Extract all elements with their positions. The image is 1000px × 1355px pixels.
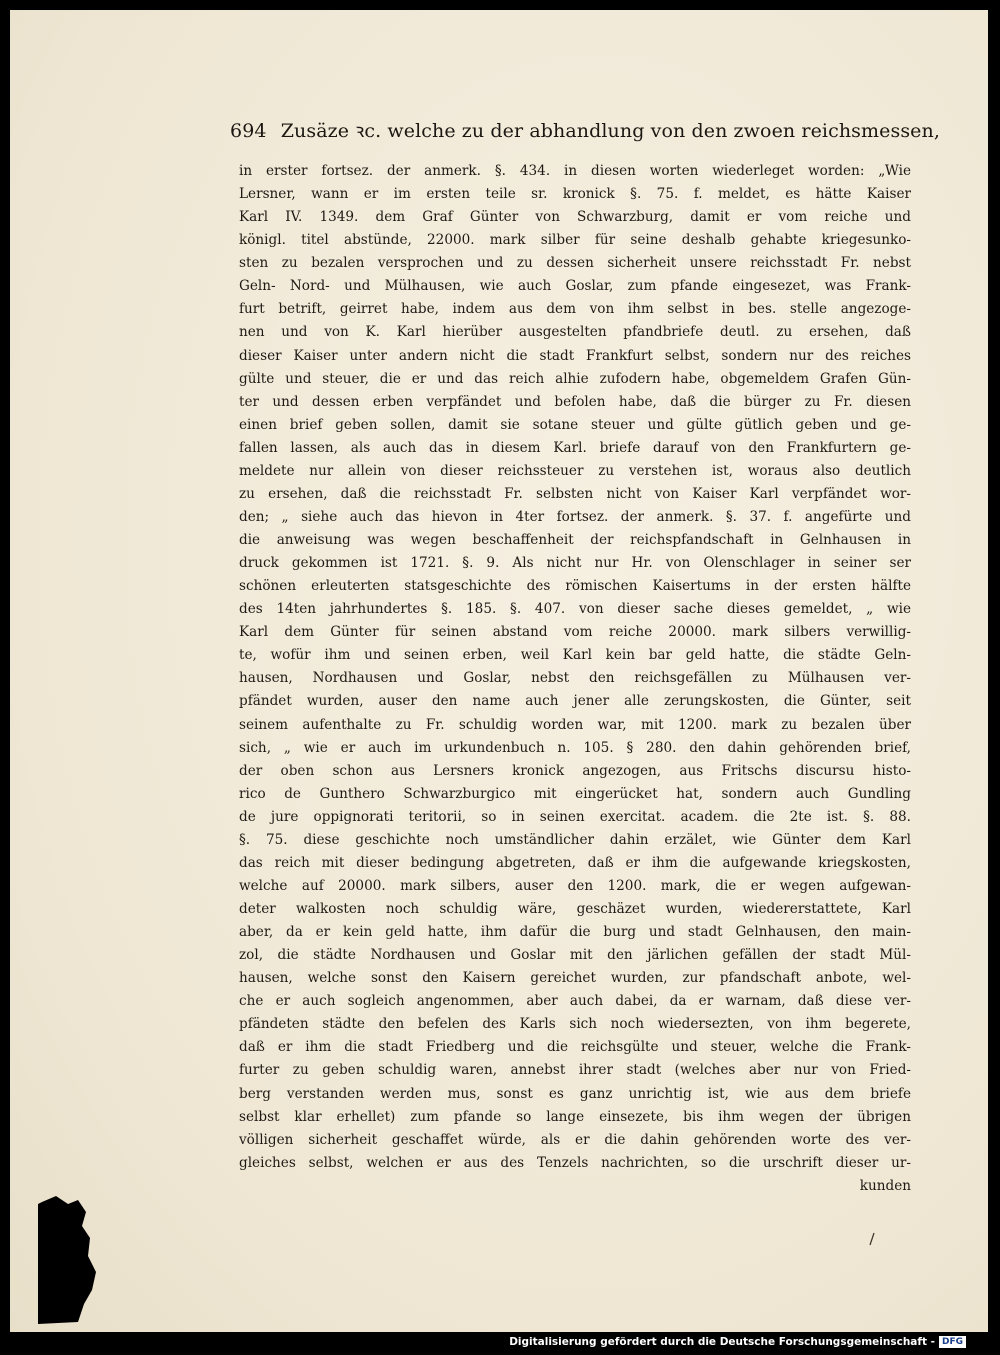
text-line: sich, „ wie er auch im urkundenbuch n. 105. § 280. den dahin gehörenden brief, bbox=[239, 739, 911, 756]
text-line: rico de Gunthero Schwarzburgico mit eingerücket hat, sondern auch Gundling bbox=[239, 785, 911, 802]
page-number: 694 bbox=[230, 120, 267, 142]
text-line: che er auch sogleich angenommen, aber auch dabei, da er warnam, daß diese ver- bbox=[239, 993, 911, 1010]
page-damage bbox=[38, 1194, 98, 1324]
text-line: zu ersehen, daß die reichsstadt Fr. selbsten nicht von Kaiser Karl verpfändet wor- bbox=[239, 485, 911, 502]
text-line: te, wofür ihm und seinen erben, weil Karl kein bar geld hatte, die städte Geln- bbox=[239, 647, 911, 664]
text-line: sten zu bezalen versprochen und zu dessen sicherheit unsere reichsstadt Fr. nebst bbox=[239, 255, 911, 272]
text-line: deter walkosten noch schuldig wäre, geschäzet wurden, wiedererstattete, Karl bbox=[239, 901, 911, 917]
body-text bbox=[239, 160, 911, 1198]
text-line: einen brief geben sollen, damit sie sotane steuer und gülte gütlich geben und ge- bbox=[239, 416, 911, 433]
text-line: §. 75. diese geschichte noch umständlicher dahin erzälet, wie Günter dem Karl bbox=[239, 831, 911, 848]
text-line: völligen sicherheit geschaffet würde, als er die dahin gehörenden worte des ver- bbox=[239, 1131, 911, 1148]
text-line: pfändeten städte den befelen des Karls sich noch wiedersezten, von ihm begerete, bbox=[239, 1016, 911, 1033]
text-line: selbst klar erhellet) zum pfande so lange einsezete, bis ihm wegen der übrigen bbox=[239, 1108, 911, 1125]
text-line: der oben schon aus Lersners kronick angezogen, aus Fritschs discursu histo- bbox=[239, 762, 911, 779]
text-line: Karl IV. 1349. dem Graf Günter von Schwarzburg, damit er vom reiche und bbox=[239, 209, 911, 226]
text-line: Geln- Nord- und Mülhausen, wie auch Goslar, zum pfande eingesezet, was Frank- bbox=[239, 278, 911, 295]
text-line: hausen, welche sonst den Kaisern gereichet wurden, zur pfandschaft anbote, wel- bbox=[239, 970, 911, 987]
footer-credit bbox=[509, 1336, 966, 1348]
text-line: meldete nur allein von dieser reichssteuer zu verstehen ist, woraus also deutlich bbox=[239, 462, 911, 479]
footer-credit-text: Digitalisierung gefördert durch die Deutsche Forschungsgemeinschaft - bbox=[509, 1336, 935, 1348]
text-line: die anweisung was wegen beschaffenheit der reichspfandschaft in Gelnhausen in bbox=[239, 532, 911, 548]
text-line: welche auf 20000. mark silbers, auser den 1200. mark, die er wegen aufgewan- bbox=[239, 877, 911, 894]
text-line: gleiches selbst, welchen er aus des Tenzels nachrichten, so die urschrift dieser ur- bbox=[239, 1154, 911, 1171]
text-line: fallen lassen, als auch das in diesem Karl. briefe darauf von den Frankfurtern ge- bbox=[239, 439, 911, 456]
text-line: schönen erleuterten statsgeschichte des römischen Kaisertums in der ersten hälfte bbox=[239, 578, 911, 595]
page-header bbox=[230, 117, 941, 143]
text-line: nen und von K. Karl hierüber ausgestelten pfandbriefe deutl. zu ersehen, daß bbox=[239, 324, 911, 341]
text-line: de jure oppignorati teritorii, so in seinen exercitat. academ. die 2te ist. §. 88. bbox=[239, 808, 911, 825]
running-title: Zusäze ꝛc. welche zu der abhandlung von den zwoen reichsmessen, bbox=[280, 120, 941, 142]
text-line: dieser Kaiser unter andern nicht die stadt Frankfurt selbst, sondern nur des reiches bbox=[239, 347, 911, 364]
text-line: Lersner, wann er im ersten teile sr. kronick §. 75. f. meldet, es hätte Kaiser bbox=[239, 186, 911, 203]
text-line: zol, die städte Nordhausen und Goslar mit den järlichen gefällen der stadt Mül- bbox=[239, 947, 911, 964]
text-line: pfändet wurden, auser den name auch jener alle zerungskosten, die Günter, seit bbox=[239, 693, 911, 710]
text-line: in erster fortsez. der anmerk. §. 434. in diesen worten wiederleget worden: „Wie bbox=[239, 163, 911, 179]
dfg-logo: DFG bbox=[939, 1336, 966, 1348]
text-line: den; „ siehe auch das hievon in 4ter fortsez. der anmerk. §. 37. f. angefürte und bbox=[239, 508, 911, 525]
text-line: gülte und steuer, die er und das reich alhie zufodern habe, obgemeldem Grafen Gün- bbox=[239, 370, 911, 387]
text-line: furt betrift, geirret habe, indem aus dem von ihm selbst in bes. stelle angezoge- bbox=[239, 301, 911, 318]
text-line: druck gekommen ist 1721. §. 9. Als nicht nur Hr. von Olenschlager in seiner ser bbox=[239, 555, 911, 572]
text-line: Karl dem Günter für seinen abstand vom reiche 20000. mark silbers verwillig- bbox=[239, 624, 911, 641]
text-line: daß er ihm die stadt Friedberg und die reichsgülte und steuer, welche die Frank- bbox=[239, 1039, 911, 1056]
text-line: furter zu geben schuldig waren, annebst ihrer stadt (welches aber nur von Fried- bbox=[239, 1062, 911, 1079]
text-line: seinem aufenthalte zu Fr. schuldig worden war, mit 1200. mark zu bezalen über bbox=[239, 716, 911, 733]
text-line: des 14ten jahrhundertes §. 185. §. 407. von dieser sache dieses gemeldet, „ wie bbox=[239, 601, 911, 618]
text-line: berg verstanden werden mus, sonst es ganz unrichtig ist, wie aus dem briefe bbox=[239, 1085, 911, 1102]
text-line: königl. titel abstünde, 22000. mark silber für seine deshalb gehabte kriegesunko- bbox=[239, 232, 911, 249]
text-line: hausen, Nordhausen und Goslar, nebst den reichsgefällen zu Mülhausen ver- bbox=[239, 670, 911, 687]
text-line: das reich mit dieser bedingung abgetreten, daß er ihm die aufgewande kriegskosten, bbox=[239, 854, 911, 871]
ink-mark bbox=[868, 1232, 876, 1246]
text-line: kunden bbox=[859, 1177, 911, 1194]
text-line: aber, da er kein geld hatte, ihm dafür die burg und stadt Gelnhausen, den main- bbox=[239, 924, 911, 941]
text-line: ter und dessen erben verpfändet und befolen habe, daß die bürger zu Fr. diesen bbox=[239, 393, 911, 410]
